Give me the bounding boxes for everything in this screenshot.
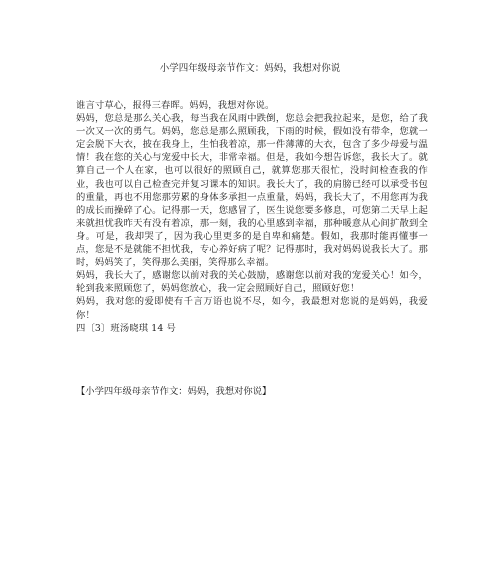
footer-title: 【小学四年级母亲节作文：妈妈，我想对你说】: [76, 386, 272, 397]
paragraph-gratitude: 妈妈，我长大了，感谢您以前对我的关心鼓励，感谢您以前对我的宠爱关心！如今，轮到我来照顾您了，妈妈您放心，我一定会照顾好自己，照顾好您！: [76, 270, 428, 295]
essay-body: [76, 99, 428, 335]
author-signature: 四〔3〕班汤晓琪 14 号: [76, 322, 176, 334]
paragraph-opening: 谁言寸草心，报得三春晖。妈妈，我想对你说。: [76, 100, 275, 111]
paragraph-closing: 妈妈，我对您的爱即使有千言万语也说不尽，如今，我最想对您说的是妈妈，我爱你！: [76, 296, 428, 321]
paragraph-main: 妈妈，您总是那么关心我，每当我在风雨中跌倒，您总会把我拉起来，是您，给了我一次又一次的勇气。妈妈，您总是那么照顾我，下雨的时候，假如没有带伞，您就一定会脱下大衣，披在我身上，生怕我着凉，那一件薄薄的大衣，包含了多少母爱与温情！我在您的关心与宠爱中长大，非常幸福。但是，我如今想告诉您，我长大了。就算自己一个人在家，也可以很好的照顾自己，就算您那天很忙，没时间检查我的作业，我也可以自己检查完并复习课本的知识。我长大了，我的肩膀已经可以承受书包的重量，再也不用您那劳累的身体多承担一点重量，妈妈，我长大了，不用您再为我的成长而操碎了心。记得那一天，您感冒了，医生说您要多修息，可您第二天早上起来就担忧我昨天有没有着凉，那一刻，我的心里感到幸福，那种暖意从心间扩散到全身。可是，我却哭了，因为我心里更多的是自卑和痛楚。假如，我那时能再懂事一点，您是不是就能不担忧我，专心养好病了呢？记得那时，我对妈妈说我长大了。那时，妈妈笑了，笑得那么美丽，笑得那么幸福。: [76, 113, 428, 269]
document-title: 小学四年级母亲节作文：妈妈，我想对你说: [159, 63, 341, 74]
